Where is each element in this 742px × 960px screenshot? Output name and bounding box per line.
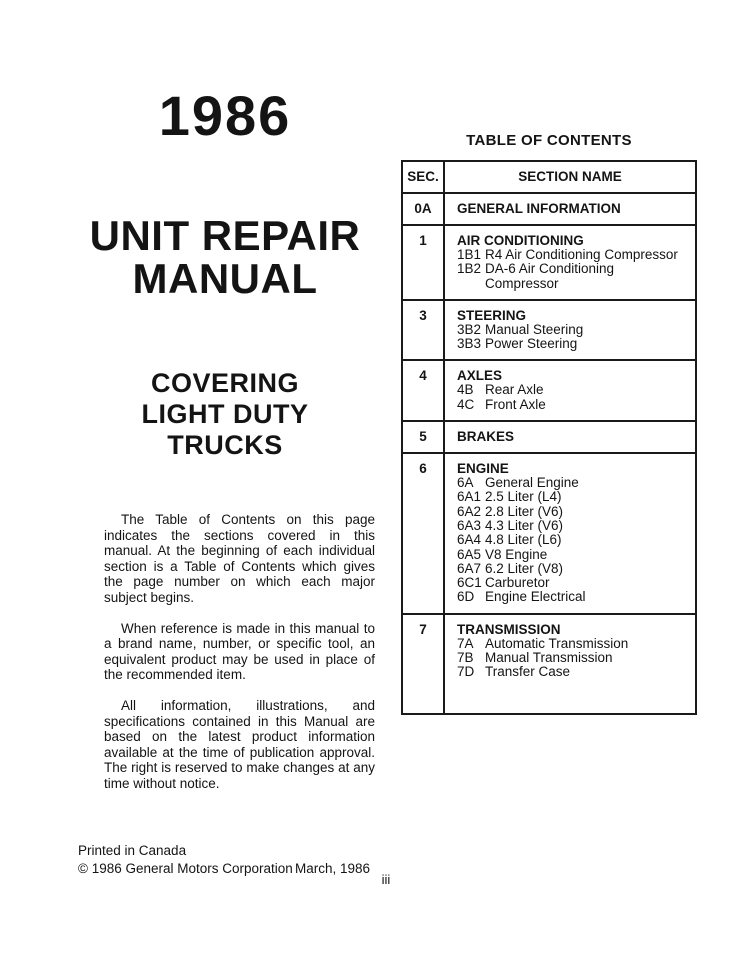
toc-subsection-label: V8 Engine — [485, 546, 548, 562]
toc-subsection-label: 2.5 Liter (L4) — [485, 489, 562, 505]
toc-subsection-label: 4.3 Liter (V6) — [485, 517, 564, 533]
toc-section-title: GENERAL INFORMATION — [457, 201, 621, 216]
toc-subsection — [457, 248, 689, 262]
toc-section-number: 7 — [403, 615, 445, 713]
toc-subsection-label: Power Steering — [485, 336, 578, 352]
toc-section-number: 6 — [403, 454, 445, 613]
subtitle — [60, 368, 390, 461]
intro-paragraph-1: The Table of Contents on this page indicates the sections covered in this manual. At the beginning of each individual section is a Table of Contents which gives the page number on which each major subject begins. — [104, 512, 375, 605]
toc-subsection-code: 6A2 — [457, 503, 482, 519]
toc-subsection-label: Manual Transmission — [485, 650, 613, 666]
toc-subsection-code: 6D — [457, 589, 475, 605]
toc-subsection-label: 4.8 Liter (L6) — [485, 532, 562, 548]
toc-subsection-code: 6A — [457, 475, 474, 491]
toc-subsection — [457, 576, 689, 590]
toc-subsection — [457, 548, 689, 562]
toc-subsection-code: 4B — [457, 382, 474, 398]
toc-subsection — [457, 533, 689, 547]
copyright-text: © 1986 General Motors Corporation — [78, 861, 293, 876]
toc-subsection-code: 6A5 — [457, 546, 482, 562]
toc-subsection-code: 6A4 — [457, 532, 482, 548]
toc-row — [403, 452, 695, 613]
toc-section-title: AXLES — [457, 368, 503, 384]
toc-subsection — [457, 490, 689, 504]
toc-section-number: 0A — [403, 194, 445, 224]
toc-subsection-code: 3B2 — [457, 321, 482, 337]
toc-section-cell — [445, 615, 695, 713]
toc-subsection — [457, 505, 689, 519]
toc-section-cell — [445, 454, 695, 613]
toc-subsection-label: R4 Air Conditioning Compressor — [485, 247, 678, 262]
subtitle-line-3: TRUCKS — [167, 430, 283, 460]
toc-row — [403, 299, 695, 360]
toc-section-title: ENGINE — [457, 461, 509, 477]
toc-subsection — [457, 383, 689, 397]
toc-subsection-label: Manual Steering — [485, 321, 584, 337]
footer — [78, 843, 370, 876]
toc-subsection-label: General Engine — [485, 475, 579, 491]
toc-row — [403, 359, 695, 420]
intro-text — [104, 512, 375, 807]
toc-row — [403, 420, 695, 452]
subtitle-line-2: LIGHT DUTY — [141, 399, 309, 429]
toc-subsection — [457, 337, 689, 351]
toc-subsection — [457, 590, 689, 604]
toc-subsection-code: 1B1 — [457, 247, 482, 262]
toc-header-section-name: SECTION NAME — [518, 169, 622, 184]
publication-date: March, 1986 — [294, 861, 370, 876]
toc-section-cell — [445, 194, 695, 224]
toc-subsection-code: 1B2 — [457, 261, 482, 277]
intro-paragraph-2: When reference is made in this manual to a brand name, number, or specific tool, an equivalent product may be used in place of the recommended item. — [104, 620, 375, 683]
toc-header-sec: SEC. — [403, 162, 445, 192]
footer-copyright-line — [78, 861, 370, 876]
toc-subsection-code: 4C — [457, 396, 475, 412]
toc-subsection — [457, 519, 689, 533]
toc-subsection-label: Engine Electrical — [485, 589, 586, 605]
toc-header-row — [403, 162, 695, 192]
toc-section-number: 1 — [403, 226, 445, 299]
printed-in-text: Printed in Canada — [78, 843, 187, 858]
toc-section-title: TRANSMISSION — [457, 621, 561, 637]
toc-subsection — [457, 398, 689, 412]
toc-subsection-label: 6.2 Liter (V8) — [485, 560, 564, 576]
toc-subsection-label: Transfer Case — [485, 664, 571, 680]
toc-subsection-code: 7A — [457, 635, 474, 651]
toc-section-number: 3 — [403, 301, 445, 360]
toc-subsection-label: Rear Axle — [485, 382, 544, 398]
toc-row — [403, 192, 695, 224]
toc-section-title: STEERING — [457, 307, 527, 323]
toc-subsection — [457, 637, 689, 651]
subtitle-line-1: COVERING — [150, 368, 300, 398]
toc-section-cell — [445, 361, 695, 420]
toc-subsection-code: 6A7 — [457, 560, 482, 576]
toc-subsection-code: 6A3 — [457, 517, 482, 533]
toc-section-cell — [445, 422, 695, 452]
toc-section-title: AIR CONDITIONING — [457, 233, 584, 248]
main-title-line-1: UNIT REPAIR — [89, 212, 361, 259]
toc-subsection-code: 3B3 — [457, 336, 482, 352]
toc-subsection-code: 6C1 — [457, 575, 482, 591]
toc-row — [403, 613, 695, 713]
toc-subsection — [457, 562, 689, 576]
toc-subsection-code: 7D — [457, 664, 475, 680]
year-title: 1986 — [158, 84, 292, 147]
toc-table — [401, 160, 697, 715]
toc-subsection-label: 2.8 Liter (V6) — [485, 503, 564, 519]
toc-row — [403, 224, 695, 299]
toc-subsection-label: Automatic Transmission — [485, 635, 629, 651]
toc-subsection-code: 7B — [457, 650, 474, 666]
page-number: iii — [381, 872, 391, 887]
toc-title: TABLE OF CONTENTS — [466, 132, 632, 149]
toc-subsection — [457, 665, 689, 679]
toc-subsection-label: Front Axle — [485, 396, 546, 412]
toc-section-number: 4 — [403, 361, 445, 420]
toc-subsection — [457, 323, 689, 337]
toc-subsection — [457, 476, 689, 490]
toc-subsection-label: Carburetor — [485, 575, 550, 591]
main-title — [40, 214, 410, 300]
toc-subsection-code: 6A1 — [457, 489, 482, 505]
toc-section-number: 5 — [403, 422, 445, 452]
toc-subsection — [457, 262, 689, 291]
toc-section-title: BRAKES — [457, 429, 515, 445]
intro-paragraph-3: All information, illustrations, and specifications contained in this Manual are based on the latest product information available at the time of publication approval. The right is reserved to make changes at any time without notice. — [104, 697, 375, 791]
toc-subsection — [457, 651, 689, 665]
toc-section-cell — [445, 301, 695, 360]
toc-subsection-label: DA-6 Air Conditioning Compressor — [485, 261, 615, 291]
toc-section-cell — [445, 226, 695, 299]
main-title-line-2: MANUAL — [132, 255, 318, 302]
